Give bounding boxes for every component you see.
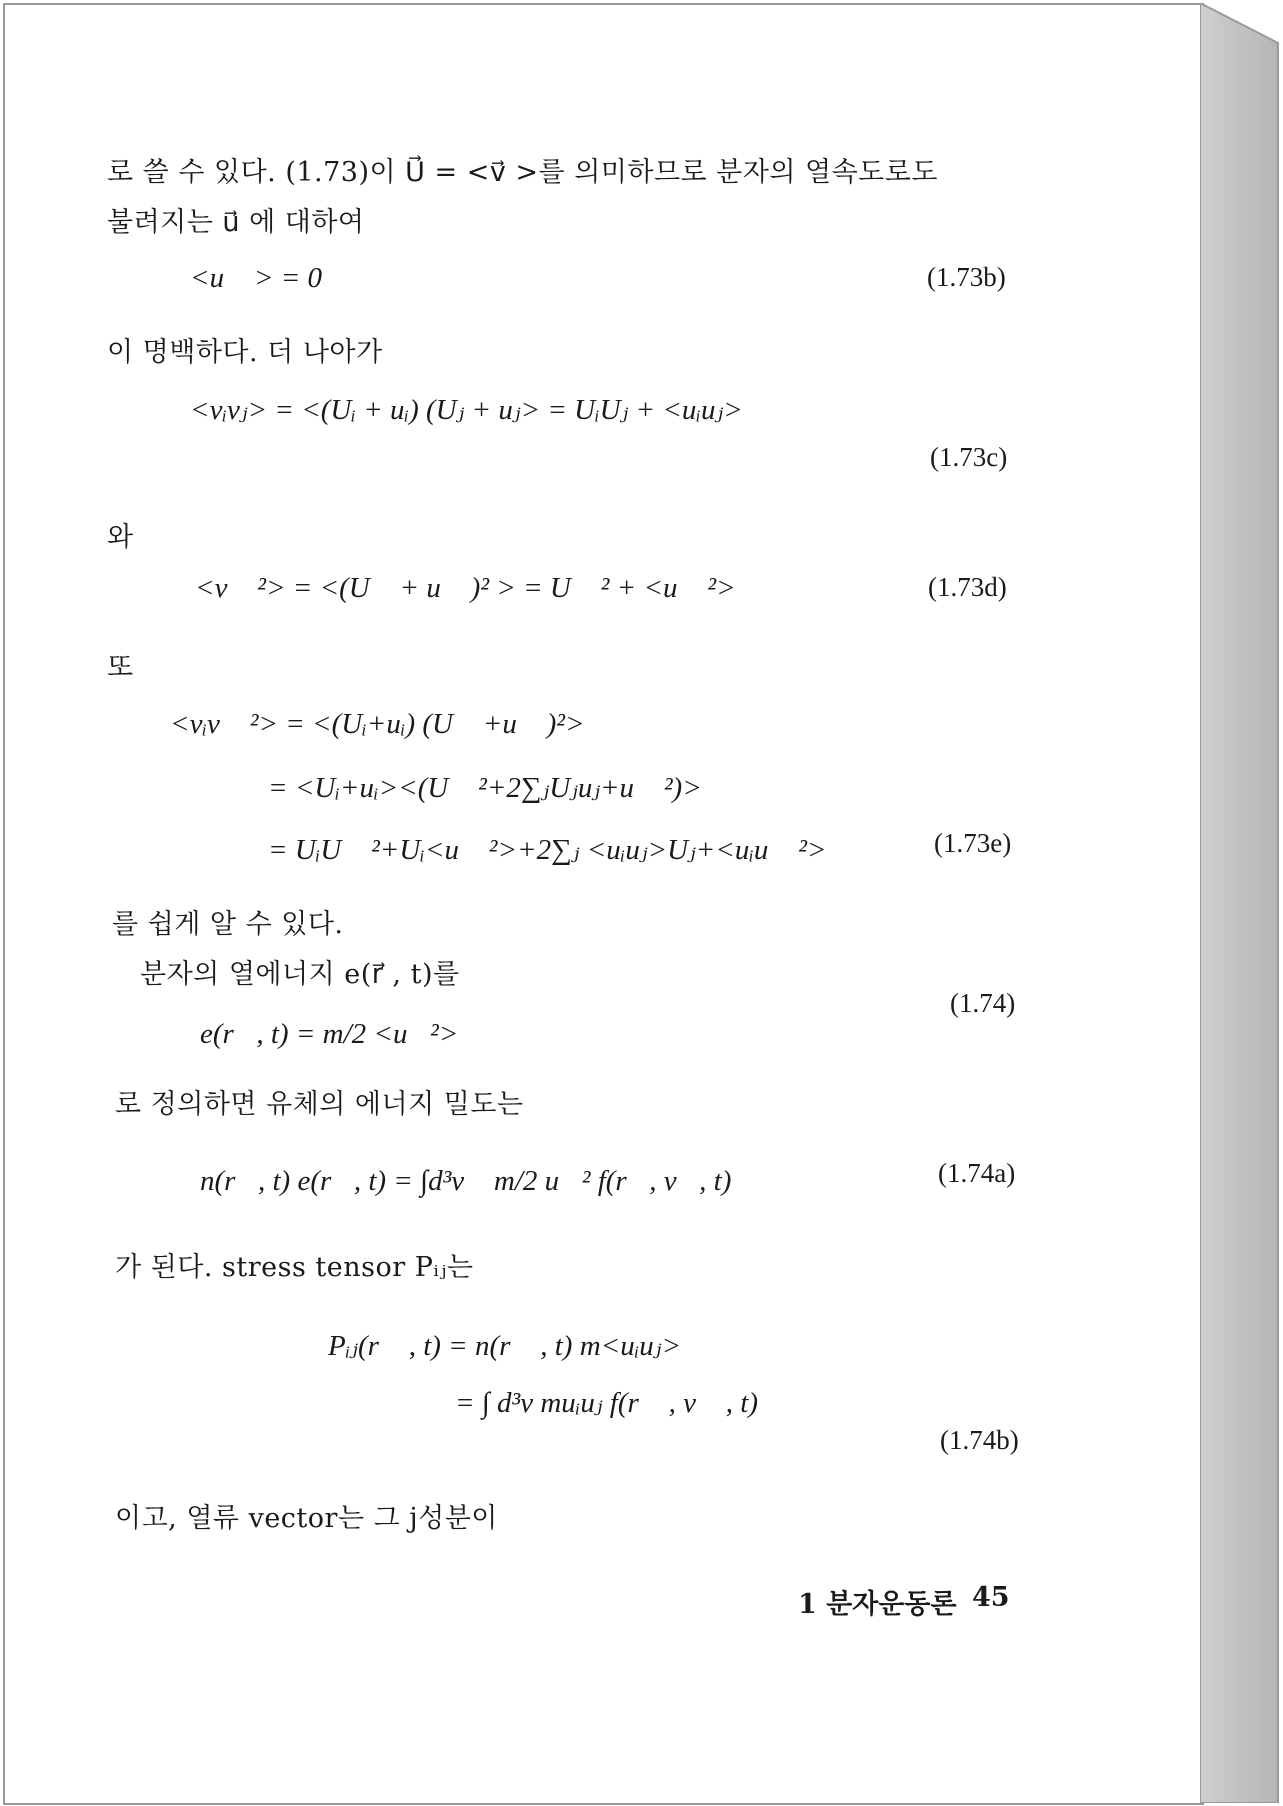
- text-line-6: 를 쉽게 알 수 있다.: [112, 909, 344, 940]
- equation-number-1-74a: (1.74a): [938, 1158, 1016, 1188]
- text-line-3: 이 명백하다. 더 나아가: [107, 337, 383, 368]
- equation-number-1-73d: (1.73d): [928, 572, 1007, 602]
- equation-number-1-73c: (1.73c): [930, 442, 1008, 472]
- equation-number-1-74b: (1.74b): [940, 1425, 1019, 1455]
- equation-number-1-73e: (1.73e): [934, 828, 1012, 858]
- equation-number-1-74: (1.74): [950, 988, 1016, 1018]
- text-line-2: 불려지는 u⃗ 에 대하여: [107, 207, 365, 238]
- equation-1-73b: <u⃗ > = 0: [190, 262, 323, 294]
- page-edge-shadow: [1200, 3, 1280, 1803]
- text-line-5: 또: [107, 652, 134, 683]
- equation-1-74: e(r⃗, t) = m/2 <u⃗²>: [200, 1018, 459, 1050]
- equation-1-73e-line-2: = <Uᵢ+uᵢ><(U⃗ ²+2∑ⱼUⱼuⱼ+u⃗ ²)>: [268, 772, 702, 804]
- equation-1-73e-line-1: <vᵢv⃗ ²> = <(Uᵢ+uᵢ) (U⃗ +u⃗ )²>: [170, 708, 585, 740]
- text-line-7: 분자의 열에너지 e(r⃗ , t)를: [140, 959, 460, 990]
- text-line-4: 와: [107, 522, 134, 553]
- equation-1-74b-line-2: = ∫ d³v muᵢuⱼ f(r⃗ , v⃗ , t): [455, 1387, 758, 1419]
- equation-number-1-73b: (1.73b): [927, 262, 1006, 292]
- text-line-9: 가 된다. stress tensor Pᵢⱼ는: [115, 1252, 474, 1283]
- page-number: 45: [972, 1582, 1010, 1613]
- text-line-8: 로 정의하면 유체의 에너지 밀도는: [115, 1089, 524, 1120]
- equation-1-74b-line-1: Pᵢⱼ(r⃗ , t) = n(r⃗ , t) m<uᵢuⱼ>: [328, 1330, 682, 1362]
- equation-1-74a: n(r⃗, t) e(r⃗, t) = ∫d³v⃗ m/2 u⃗² f(r⃗, v⃗, t): [200, 1165, 732, 1197]
- equation-1-73c: <vᵢvⱼ> = <(Uᵢ + uᵢ) (Uⱼ + uⱼ> = UᵢUⱼ + <uᵢuⱼ>: [190, 394, 743, 426]
- text-line-10: 이고, 열류 vector는 그 j성분이: [115, 1503, 498, 1534]
- footer-chapter-title: 1 분자운동론: [798, 1589, 957, 1620]
- equation-1-73e-line-3: = UᵢU⃗ ²+Uᵢ<u⃗ ²>+2∑ⱼ <uᵢuⱼ>Uⱼ+<uᵢu⃗ ²>: [268, 834, 827, 866]
- text-line-1: 로 쓸 수 있다. (1.73)이 U⃗ = <v⃗ >를 의미하므로 분자의 열속도로도: [107, 157, 938, 188]
- equation-1-73d: <v⃗ ²> = <(U⃗ + u⃗ )² > = U⃗ ² + <u⃗ ²>: [195, 572, 736, 604]
